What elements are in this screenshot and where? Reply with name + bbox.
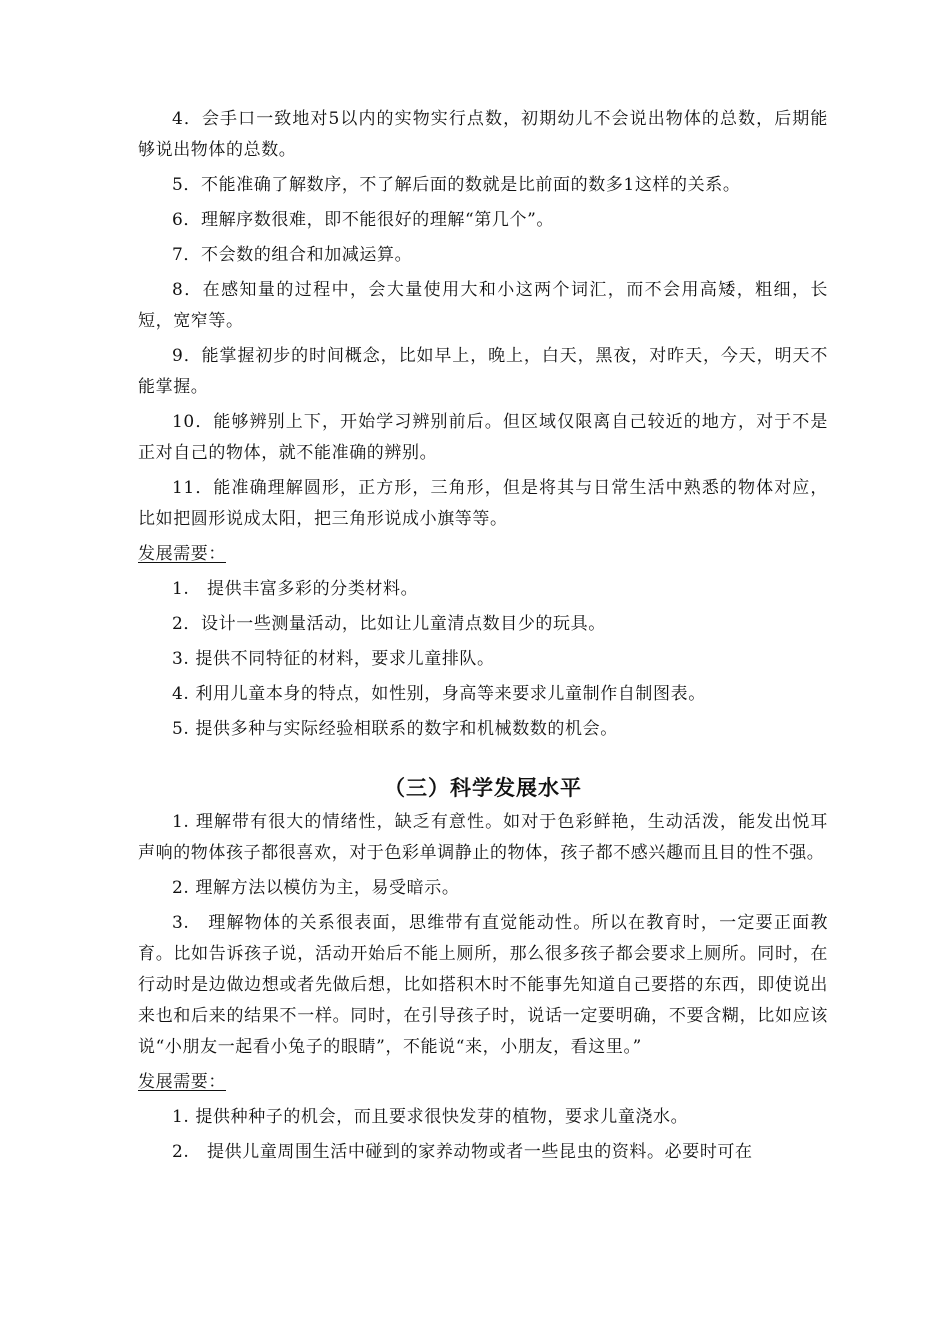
- science-needs-heading: 发展需要：: [138, 1072, 226, 1092]
- math-need-4: 4. 利用儿童本身的特点，如性别，身高等来要求儿童制作自制图表。: [172, 684, 706, 704]
- math-item-10: 10．能够辨别上下，开始学习辨别前后。但区域仅限离自己较近的地方，对于不是正对自己的物体，就不能准确的辨别。: [138, 412, 828, 463]
- science-section-title: （三）科学发展水平: [384, 775, 582, 800]
- math-item-6: 6．理解序数很难，即不能很好的理解“第几个”。: [172, 210, 554, 230]
- science-need-1: 1. 提供种种子的机会，而且要求很快发芽的植物，要求儿童浇水。: [172, 1107, 689, 1127]
- math-item-7: 7．不会数的组合和加减运算。: [172, 245, 413, 265]
- document-page: [138, 104, 828, 1172]
- math-item-9: 9．能掌握初步的时间概念，比如早上，晚上，白天，黑夜，对昨天，今天，明天不能掌握。: [138, 346, 828, 397]
- science-item-3: 3. 理解物体的关系很表面，思维带有直觉能动性。所以在教育时，一定要正面教育。比如告诉孩子说，活动开始后不能上厕所，那么很多孩子都会要求上厕所。同时，在行动时是边做边想或者先做后想，比如搭积木时不能事先知道自己要搭的东西，即使说出来也和后来的结果不一样。同时，在引导孩子时，说话一定要明确，不要含糊，比如应该说“小朋友一起看小兔子的眼睛”，不能说“来，小朋友，看这里。”: [138, 913, 828, 1057]
- science-item-1: 1. 理解带有很大的情绪性，缺乏有意性。如对于色彩鲜艳，生动活泼，能发出悦耳声响的物体孩子都很喜欢，对于色彩单调静止的物体，孩子都不感兴趣而且目的性不强。: [138, 812, 828, 863]
- math-need-1: 1. 提供丰富多彩的分类材料。: [172, 579, 419, 599]
- science-need-2: 2. 提供儿童周围生活中碰到的家养动物或者一些昆虫的资料。必要时可在: [172, 1142, 753, 1162]
- math-need-5: 5. 提供多种与实际经验相联系的数字和机械数数的机会。: [172, 719, 618, 739]
- math-need-2: 2．设计一些测量活动，比如让儿童清点数目少的玩具。: [172, 614, 606, 634]
- math-item-4: 4．会手口一致地对5以内的实物实行点数，初期幼儿不会说出物体的总数，后期能够说出物体的总数。: [138, 109, 828, 160]
- math-item-11: 11．能准确理解圆形，正方形，三角形，但是将其与日常生活中熟悉的物体对应，比如把圆形说成太阳，把三角形说成小旗等等。: [138, 478, 828, 529]
- science-item-2: 2. 理解方法以模仿为主，易受暗示。: [172, 878, 460, 898]
- math-need-3: 3. 提供不同特征的材料，要求儿童排队。: [172, 649, 495, 669]
- math-item-8: 8．在感知量的过程中，会大量使用大和小这两个词汇，而不会用高矮，粗细，长短，宽窄等。: [138, 280, 828, 331]
- math-needs-heading: 发展需要：: [138, 544, 226, 564]
- math-item-5: 5．不能准确了解数序，不了解后面的数就是比前面的数多1这样的关系。: [172, 175, 741, 195]
